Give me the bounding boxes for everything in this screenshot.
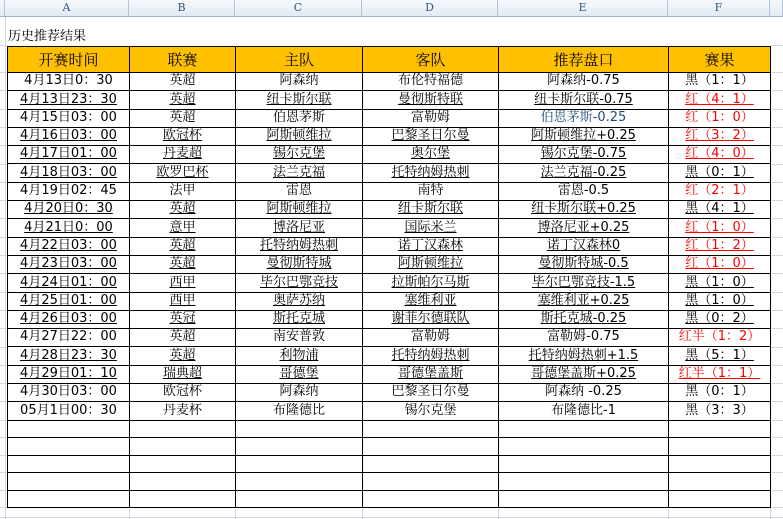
cell-time[interactable]: 4月25日01：00 [8,292,130,310]
cell-league[interactable]: 英超 [130,73,236,91]
empty-cell[interactable] [236,473,363,491]
cell-time[interactable]: 4月27日22：00 [8,329,130,347]
gridline [5,17,6,519]
cell-result[interactable]: 黑（3：3） [669,402,771,420]
empty-cell[interactable] [8,455,130,473]
empty-cell[interactable] [363,473,499,491]
cell-result[interactable]: 黑（1：0） [669,292,771,310]
cell-result[interactable]: 红（4：0） [669,146,771,164]
column-header-D[interactable]: D [362,0,498,16]
cell-league[interactable]: 法甲 [130,182,236,200]
empty-cell[interactable] [363,455,499,473]
empty-cell[interactable] [236,455,363,473]
cell-time[interactable]: 4月30日03：00 [8,384,130,402]
cell-handicap[interactable]: 纽卡斯尔联-0.75 [499,91,669,109]
cell-away[interactable]: 曼彻斯特联 [363,91,499,109]
cell-away[interactable]: 锡尔克堡 [363,402,499,420]
cell-time[interactable]: 4月26日03：00 [8,310,130,328]
cell-league[interactable]: 瑞典超 [130,365,236,383]
cell-home[interactable]: 利物浦 [236,347,363,365]
cell-result[interactable]: 黑（5：1） [669,347,771,365]
cell-away[interactable]: 阿斯顿维拉 [363,255,499,273]
cell-away[interactable]: 纽卡斯尔联 [363,201,499,219]
header-cell-home[interactable]: 主队 [236,47,363,73]
table-row [8,347,771,365]
gridline [771,420,783,421]
cell-away[interactable]: 托特纳姆热刺 [363,164,499,182]
column-header-F[interactable]: F [668,0,770,16]
gridline [771,507,783,508]
table-row [8,146,771,164]
cell-time[interactable]: 4月24日01：00 [8,274,130,292]
cell-home[interactable]: 斯托克城 [236,310,363,328]
gridline [771,45,783,46]
empty-row [8,490,771,508]
cell-away[interactable]: 国际米兰 [363,219,499,237]
column-header-strip [0,0,783,17]
gridline [771,455,783,456]
results-table [7,46,771,508]
empty-cell[interactable] [499,490,669,508]
empty-cell[interactable] [130,490,236,508]
empty-cell[interactable] [363,420,499,438]
empty-cell[interactable] [669,490,771,508]
cell-home[interactable]: 法兰克福 [236,164,363,182]
cell-time[interactable]: 4月13日23：30 [8,91,130,109]
cell-home[interactable]: 毕尔巴鄂竞技 [236,274,363,292]
table-row [8,164,771,182]
cell-league[interactable]: 西甲 [130,274,236,292]
empty-row [8,420,771,438]
empty-cell[interactable] [130,473,236,491]
cell-league[interactable]: 丹麦超 [130,146,236,164]
empty-cell[interactable] [669,420,771,438]
cell-away[interactable]: 拉斯帕尔马斯 [363,274,499,292]
cell-time[interactable]: 4月28日23：30 [8,347,130,365]
cell-league[interactable]: 英超 [130,201,236,219]
cell-home[interactable]: 哥德堡 [236,365,363,383]
cell-result[interactable]: 黑（4：1） [669,201,771,219]
gridline [771,90,783,91]
cell-away[interactable]: 托特纳姆热刺 [363,347,499,365]
cell-handicap[interactable]: 法兰克福-0.25 [499,164,669,182]
cell-home[interactable]: 伯恩茅斯 [236,109,363,127]
empty-row [8,455,771,473]
gridline [771,490,783,491]
table-row [8,310,771,328]
cell-away[interactable]: 哥德堡盖斯 [363,365,499,383]
sheet-title[interactable]: 历史推荐结果 [8,29,87,44]
table-row [8,255,771,273]
cell-away[interactable]: 富勒姆 [363,109,499,127]
empty-cell[interactable] [8,420,130,438]
empty-cell[interactable] [669,438,771,456]
empty-cell[interactable] [499,455,669,473]
gridline [771,273,783,274]
cell-away[interactable]: 诺丁汉森林 [363,237,499,255]
empty-row [8,438,771,456]
cell-away[interactable]: 奥尔堡 [363,146,499,164]
cell-result[interactable]: 红（1：0） [669,219,771,237]
cell-result[interactable]: 红半（1：1） [669,365,771,383]
empty-cell[interactable] [499,420,669,438]
gridline [771,145,783,146]
cell-result[interactable]: 黑（0：1） [669,164,771,182]
empty-cell[interactable] [499,438,669,456]
cell-result[interactable]: 红（1：0） [669,255,771,273]
gridline [771,237,783,238]
table-row [8,274,771,292]
cell-away[interactable]: 富勒姆 [363,329,499,347]
gridline [771,292,783,293]
cell-handicap[interactable]: 诺丁汉森林0 [499,237,669,255]
empty-cell[interactable] [236,438,363,456]
cell-away[interactable]: 巴黎圣日尔曼 [363,127,499,145]
table-row [8,91,771,109]
cell-result[interactable]: 黑（0：1） [669,384,771,402]
cell-league[interactable]: 欧罗巴杯 [130,164,236,182]
empty-cell[interactable] [236,490,363,508]
empty-cell[interactable] [669,455,771,473]
cell-home[interactable]: 雷恩 [236,182,363,200]
cell-time[interactable]: 4月13日0：30 [8,73,130,91]
gridline [771,310,783,311]
empty-cell[interactable] [8,438,130,456]
cell-home[interactable]: 阿斯顿维拉 [236,201,363,219]
table-row [8,402,771,420]
table-row [8,127,771,145]
empty-cell[interactable] [363,490,499,508]
cell-time[interactable]: 05月1日00：30 [8,402,130,420]
cell-handicap[interactable]: 博洛尼亚+0.25 [499,219,669,237]
cell-result[interactable]: 红（1：0） [669,109,771,127]
column-header-A[interactable]: A [5,0,129,16]
cell-away[interactable]: 巴黎圣日尔曼 [363,384,499,402]
cell-handicap[interactable]: 阿斯顿维拉+0.25 [499,127,669,145]
cell-time[interactable]: 4月22日03：00 [8,237,130,255]
cell-handicap[interactable]: 阿森纳-0.75 [499,73,669,91]
empty-cell[interactable] [363,438,499,456]
empty-cell[interactable] [8,490,130,508]
cell-handicap[interactable]: 塞维利亚+0.25 [499,292,669,310]
table-row [8,73,771,91]
empty-row [8,473,771,491]
column-header-E[interactable]: E [498,0,668,16]
cell-league[interactable]: 英超 [130,329,236,347]
cell-time[interactable]: 4月21日0：00 [8,219,130,237]
cell-result[interactable]: 红（2：1） [669,182,771,200]
cell-handicap[interactable]: 雷恩-0.5 [499,182,669,200]
table-row [8,201,771,219]
table-row [8,329,771,347]
table-row [8,384,771,402]
gridline [771,218,783,219]
table-row [8,182,771,200]
cell-handicap[interactable]: 托特纳姆热刺+1.5 [499,347,669,365]
table-header [8,47,771,73]
cell-league[interactable]: 英超 [130,109,236,127]
cell-time[interactable]: 4月29日01：10 [8,365,130,383]
cell-result[interactable]: 红半（1：2） [669,329,771,347]
empty-cell[interactable] [130,420,236,438]
gridline [771,127,783,128]
cell-away[interactable]: 布伦特福德 [363,73,499,91]
cell-home[interactable]: 阿斯顿维拉 [236,127,363,145]
gridline [771,383,783,384]
cell-result[interactable]: 黑（1：0） [669,274,771,292]
column-header-B[interactable]: B [129,0,235,16]
cell-home[interactable]: 奥萨苏纳 [236,292,363,310]
header-cell-time[interactable]: 开赛时间 [8,47,130,73]
cell-home[interactable]: 布隆德比 [236,402,363,420]
cell-league[interactable]: 英冠 [130,310,236,328]
gridline [771,401,783,402]
empty-cell[interactable] [130,438,236,456]
cell-league[interactable]: 英超 [130,347,236,365]
table-row [8,219,771,237]
cell-handicap[interactable]: 曼彻斯特城-0.5 [499,255,669,273]
table-row [8,109,771,127]
cell-league[interactable]: 欧冠杯 [130,127,236,145]
cell-home[interactable]: 托特纳姆热刺 [236,237,363,255]
gridline [771,472,783,473]
gridline [771,255,783,256]
cell-handicap[interactable]: 斯托克城-0.25 [499,310,669,328]
cell-time[interactable]: 4月17日01：00 [8,146,130,164]
cell-time[interactable]: 4月15日03：00 [8,109,130,127]
cell-time[interactable]: 4月18日03：00 [8,164,130,182]
cell-league[interactable]: 英超 [130,255,236,273]
gridline [771,365,783,366]
cell-handicap[interactable]: 阿森纳 -0.25 [499,384,669,402]
cell-league[interactable]: 西甲 [130,292,236,310]
cell-handicap[interactable]: 伯恩茅斯-0.25 [499,109,669,127]
cell-league[interactable]: 丹麦杯 [130,402,236,420]
cell-home[interactable]: 阿森纳 [236,73,363,91]
gridline [771,182,783,183]
empty-cell[interactable] [130,455,236,473]
header-cell-away[interactable]: 客队 [363,47,499,73]
header-cell-handicap[interactable]: 推荐盘口 [499,47,669,73]
cell-league[interactable]: 英超 [130,91,236,109]
cell-time[interactable]: 4月19日02：45 [8,182,130,200]
empty-cell[interactable] [8,473,130,491]
header-cell-league[interactable]: 联赛 [130,47,236,73]
header-cell-result[interactable]: 赛果 [669,47,771,73]
empty-cell[interactable] [236,420,363,438]
gridline [0,517,783,518]
cell-away[interactable]: 塞维利亚 [363,292,499,310]
gridline [771,164,783,165]
gridline [771,347,783,348]
table-row [8,292,771,310]
table-row [8,237,771,255]
gridline [771,72,783,73]
gridline [771,200,783,201]
cell-home[interactable]: 曼彻斯特城 [236,255,363,273]
cell-home[interactable]: 阿森纳 [236,384,363,402]
cell-time[interactable]: 4月20日0：30 [8,201,130,219]
cell-result[interactable]: 红（3：2） [669,127,771,145]
cell-handicap[interactable]: 纽卡斯尔联+0.25 [499,201,669,219]
cell-result[interactable]: 红（4：1） [669,91,771,109]
cell-time[interactable]: 4月16日03：00 [8,127,130,145]
cell-league[interactable]: 欧冠杯 [130,384,236,402]
gridline [771,109,783,110]
cell-home[interactable]: 纽卡斯尔联 [236,91,363,109]
cell-time[interactable]: 4月23日03：00 [8,255,130,273]
cell-handicap[interactable]: 毕尔巴鄂竞技-1.5 [499,274,669,292]
cell-handicap[interactable]: 布隆德比-1 [499,402,669,420]
cell-handicap[interactable]: 富勒姆-0.75 [499,329,669,347]
cell-league[interactable]: 英超 [130,237,236,255]
gridline [771,437,783,438]
cell-result[interactable]: 黑（1：1） [669,73,771,91]
cell-away[interactable]: 谢菲尔德联队 [363,310,499,328]
empty-cell[interactable] [669,473,771,491]
gridline [771,328,783,329]
cell-result[interactable]: 红（1：2） [669,237,771,255]
cell-away[interactable]: 南特 [363,182,499,200]
cell-home[interactable]: 博洛尼亚 [236,219,363,237]
column-header-C[interactable]: C [235,0,362,16]
cell-home[interactable]: 南安普敦 [236,329,363,347]
cell-result[interactable]: 黑（0：2） [669,310,771,328]
cell-handicap[interactable]: 锡尔克堡-0.75 [499,146,669,164]
empty-cell[interactable] [499,473,669,491]
column-header-partial[interactable] [770,0,783,16]
cell-league[interactable]: 意甲 [130,219,236,237]
cell-handicap[interactable]: 哥德堡盖斯+0.25 [499,365,669,383]
cell-home[interactable]: 锡尔克堡 [236,146,363,164]
table-row [8,365,771,383]
